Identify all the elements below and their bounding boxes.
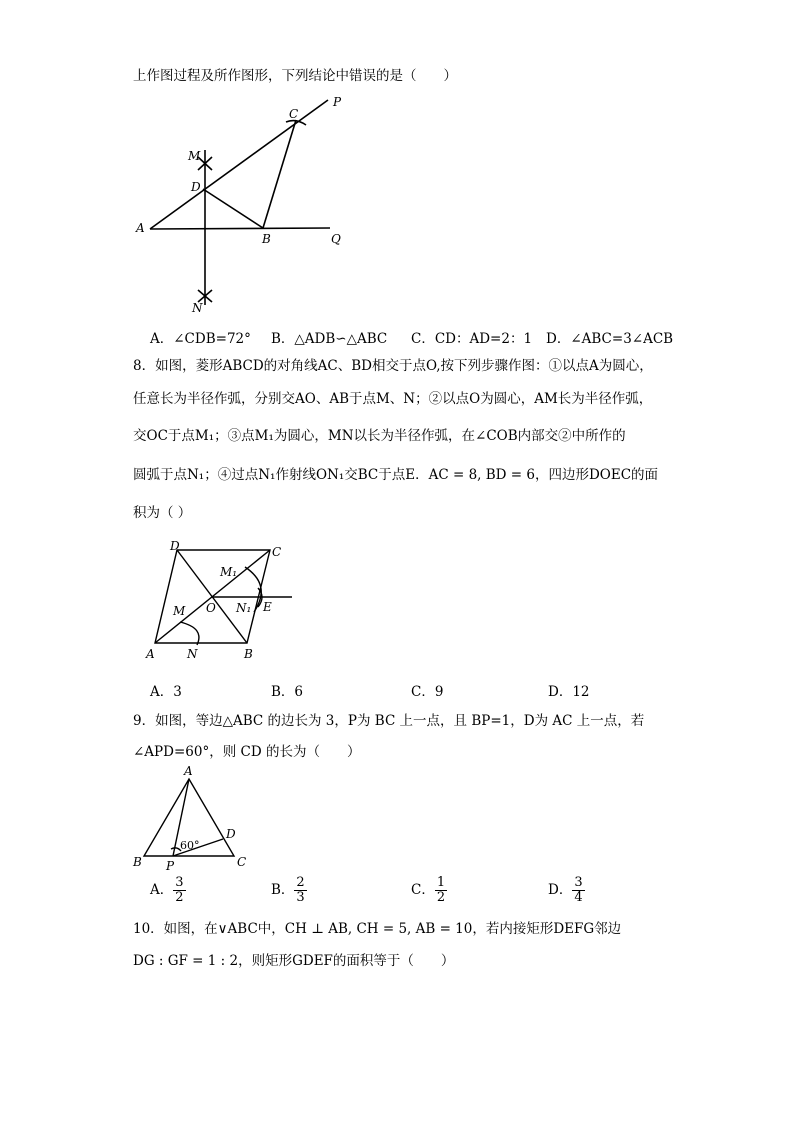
q9-option-d [548, 876, 585, 905]
q8-line-1: 8．如图，菱形ABCD的对角线AC、BD相交于点O,按下列步骤作图：①以点A为圆心， [133, 358, 653, 374]
label-C: C [237, 855, 247, 869]
option-letter: A． [150, 882, 174, 898]
label-angle: 60° [180, 839, 200, 852]
option-letter: C． [411, 882, 435, 898]
q7-option-b: B．△ADB∽△ABC [271, 331, 388, 347]
label-D: D [226, 827, 236, 841]
q10-line-1: 10．如图，在∨ABC中，CH ⊥ AB, CH = 5, AB = 10，若内接矩形DEFG邻边 [133, 921, 622, 937]
label-C: C [289, 107, 299, 121]
q8-option-b: B．6 [271, 684, 304, 700]
q8-option-a: A．3 [150, 684, 182, 700]
label-A: A [136, 221, 145, 235]
q9-line-2: ∠APD=60°，则 CD 的长为（ ） [133, 744, 361, 760]
fraction: $\frac{2}{3}$ [296, 875, 305, 905]
option-letter: D． [548, 882, 573, 898]
q7-option-d: D．∠ABC=3∠ACB [546, 331, 674, 347]
label-M: M [188, 149, 201, 163]
label-N: N [192, 301, 203, 315]
label-D: D [170, 539, 180, 553]
label-C: C [272, 545, 282, 559]
option-letter: B． [271, 882, 295, 898]
q8-line-5: 积为（ ） [133, 505, 192, 521]
label-D: D [191, 180, 201, 194]
q8-line-3: 交OC于点M₁；③点M₁为圆心，MN以长为半径作弧，在∠COB内部交②中所作的 [133, 428, 626, 444]
label-B: B [244, 647, 253, 661]
q9-option-a [150, 876, 186, 905]
q9-option-c [411, 876, 447, 905]
q8-line-2: 任意长为半径作弧，分别交AO、AB于点M、N；②以点O为圆心，AM长为半径作弧， [133, 391, 653, 407]
label-P: P [166, 859, 175, 873]
q9-option-b [271, 876, 307, 905]
label-N1: N₁ [236, 601, 252, 615]
label-M: M [173, 604, 186, 618]
fraction: $\frac{1}{2}$ [436, 875, 446, 905]
label-B: B [262, 232, 271, 246]
label-O: O [206, 601, 216, 615]
label-A: A [146, 647, 155, 661]
q7-stem: 上作图过程及所作图形，下列结论中错误的是（ ） [133, 68, 457, 84]
label-Q: Q [331, 232, 341, 246]
fraction: $\frac{3}{4}$ [574, 875, 583, 905]
q9-line-1: 9．如图，等边△ABC 的边长为 3，P为 BC 上一点，且 BP=1，D为 AC 上一点，若 [133, 713, 645, 729]
q10-line-2: DG : GF = 1 : 2，则矩形GDEF的面积等于（ ） [133, 953, 455, 969]
fraction: $\frac{3}{2}$ [175, 875, 184, 905]
q8-line-4: 圆弧于点N₁；④过点N₁作射线ON₁交BC于点E．AC = 8, BD = 6，四边形DOEC的面 [133, 467, 659, 483]
label-A: A [184, 764, 193, 778]
label-P: P [333, 95, 342, 109]
q8-option-d: D．12 [548, 684, 590, 700]
q7-option-a: A．∠CDB=72° [150, 331, 251, 347]
q8-option-c: C．9 [411, 684, 444, 700]
q7-option-c: C．CD：AD=2：1 [411, 331, 533, 347]
label-E: E [263, 600, 272, 614]
label-M1: M₁ [220, 565, 238, 579]
label-B: B [133, 855, 142, 869]
label-N: N [187, 647, 198, 661]
